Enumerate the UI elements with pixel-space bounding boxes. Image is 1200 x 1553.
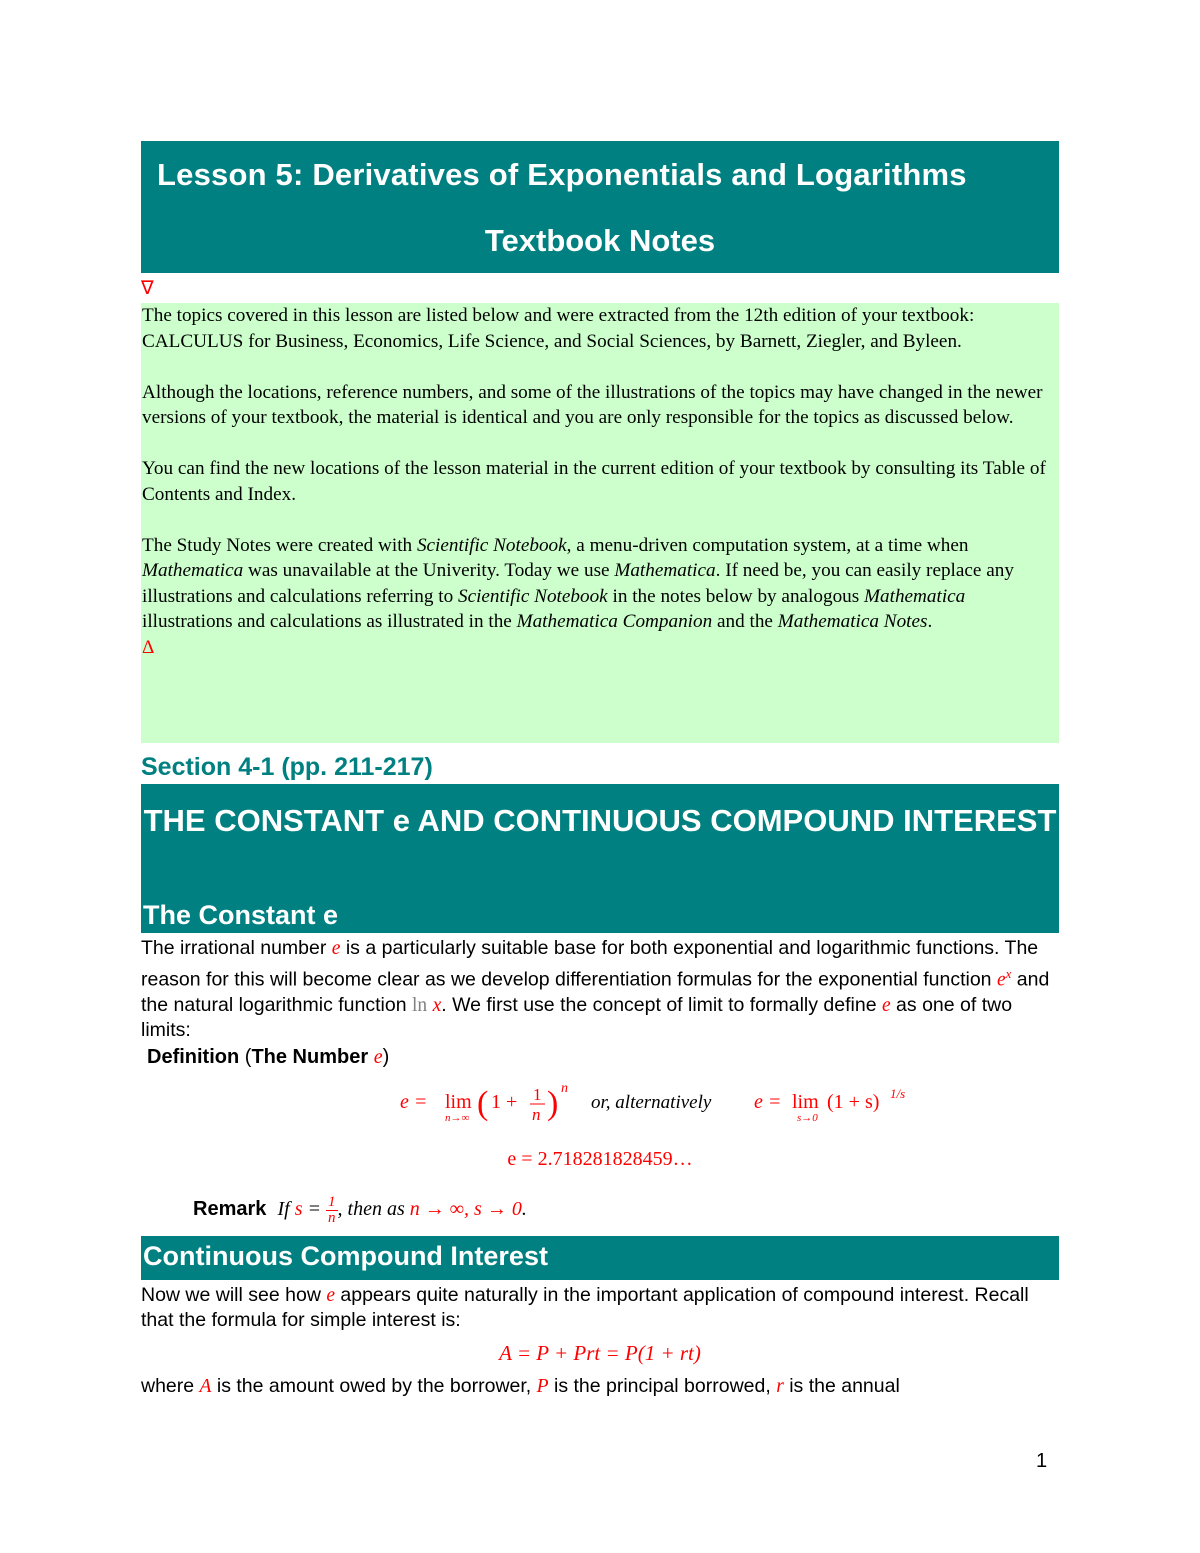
lim-subscript: n→∞ <box>445 1112 470 1124</box>
one-plus: 1 + <box>491 1091 518 1113</box>
constant-e-paragraph: The irrational number e is a particularly suitable base for both exponential and logarithmic functions. The reason for this will become clear as we develop differentiation formulas for the exponential function $e^x$ and the natural logarithmic function ln x. We first use the concept of limit to formally define e as one of two limits: <box>141 937 1050 1041</box>
intro-box <box>141 303 1059 743</box>
compound-paragraph-2: where A is the amount owed by the borrower, P is the principal borrowed, r is the annual <box>141 1375 900 1397</box>
intro-paragraph-3: You can find the new locations of the lesson material in the current edition of your textbook by consulting its Table of Contents and Index. <box>142 458 1046 505</box>
lim-subscript-2: s→0 <box>797 1112 818 1124</box>
lim-operator: lim <box>445 1091 472 1113</box>
remark: Remark If s = $\frac{1}{n}$ , then as n → ∞, s → 0. <box>193 1194 527 1226</box>
definition-label: Definition (The Number e) <box>147 1046 390 1068</box>
connector-text: or, alternatively <box>591 1092 712 1113</box>
simple-interest-formula: A = P + Prt = P(1 + rt) <box>499 1341 701 1365</box>
remark-label: Remark <box>193 1198 267 1221</box>
frac-num: 1 <box>533 1085 542 1104</box>
e-value: e = 2.718281828459… <box>507 1148 693 1170</box>
document-page <box>141 141 1059 1397</box>
subsection-compound-box <box>141 1236 1059 1280</box>
section-title-text: THE CONSTANT e AND CONTINUOUS COMPOUND INTEREST <box>143 803 1057 838</box>
lesson-subtitle: Textbook Notes <box>484 223 716 258</box>
compound-paragraph: Now we will see how e appears quite naturally in the important application of compound interest. Recall that the formula for simple interest is: <box>141 1284 1029 1331</box>
formula-body-2: (1 + s) <box>827 1091 880 1113</box>
lesson-title: Lesson 5: Derivatives of Exponentials and Logarithms <box>157 157 967 192</box>
intro-paragraph-4: The Study Notes were created with Scientific Notebook, a menu-driven computation system, at a time when Mathematica was unavailable at the Univerity. Today we use Mathematica. If need be, you can easily replace any illustrations and calculations referring to Scientific Notebook in the notes below by analogous Mathematica illustrations and calculations as illustrated in the Mathematica Companion and the Mathematica Notes. <box>142 534 1014 632</box>
section-reference: Section 4-1 (pp. 211-217) <box>141 753 433 781</box>
right-paren: ) <box>547 1085 559 1122</box>
limit-formula <box>141 1078 1059 1130</box>
section-title <box>141 802 1059 840</box>
page-number: 1 <box>1036 1450 1048 1472</box>
formula-lhs-2: e = <box>754 1091 782 1113</box>
lim-operator-2: lim <box>792 1091 819 1113</box>
lesson-title-box <box>141 141 1059 273</box>
intro-paragraph-2: Although the locations, reference numbers, and some of the illustrations of the topics may have changed in the newer versions of your textbook, the material is identical and you are only responsible for the topics as discussed below. <box>142 381 1043 428</box>
formula-exponent-2: 1/s <box>890 1086 906 1101</box>
end-marker: Δ <box>142 636 155 658</box>
intro-paragraph-1: The topics covered in this lesson are listed below and were extracted from the 12th edition of your textbook: CALCULUS for Business, Economics, Life Science, and Social Sciences, by Barnett, Ziegler, and Byleen. <box>142 305 975 352</box>
section-title-box <box>141 784 1059 933</box>
subsection-compound-title: Continuous Compound Interest <box>143 1241 548 1271</box>
start-marker: ∇ <box>141 278 154 299</box>
definition-formula <box>141 1078 1059 1130</box>
formula-lhs: e = <box>400 1091 428 1113</box>
subsection-constant-e: The Constant e <box>143 900 339 930</box>
frac-den: n <box>532 1105 541 1124</box>
formula-exponent: n <box>561 1081 568 1096</box>
left-paren: ( <box>477 1085 489 1122</box>
